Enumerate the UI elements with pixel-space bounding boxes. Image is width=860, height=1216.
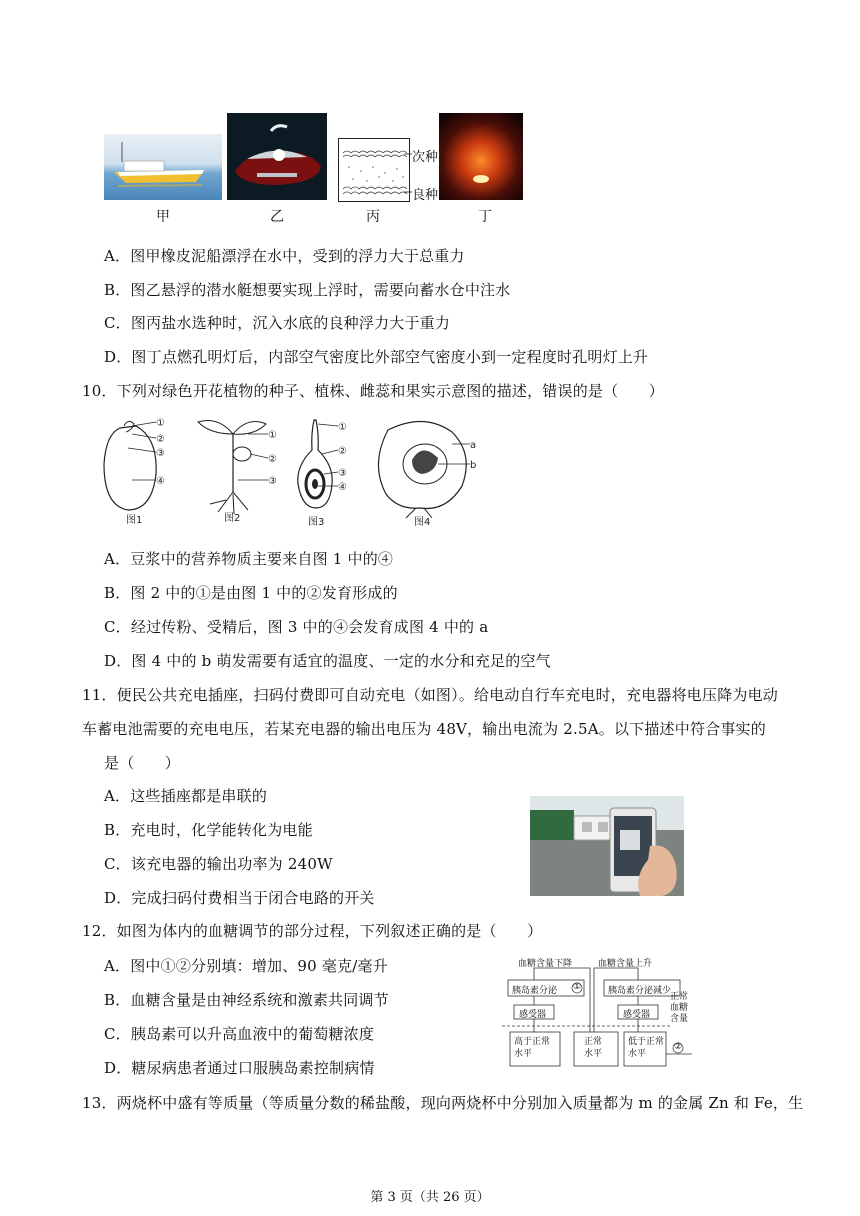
diagram-side-label: 正常血糖含量 [670,992,689,1024]
diagram-receptor-right: 感受器 [623,1010,651,1020]
caption-ding: 丁 [478,209,492,225]
svg-text:②: ② [156,434,165,445]
diagram-top-left: 血糖含量下降 [518,959,573,969]
caption-bing: 丙 [366,209,380,225]
q10-option-c: C．经过传粉、受精后，图 3 中的④会发育成图 4 中的 a [104,618,489,636]
caption-jia: 甲 [156,209,170,225]
q12-option-c: C．胰岛素可以升高血液中的葡萄糖浓度 [104,1025,375,1043]
svg-text:图2: 图2 [224,513,241,524]
diagram-circle-1: ① [573,982,582,992]
q10-option-b: B．图 2 中的①是由图 1 中的②发育形成的 [104,584,398,602]
caption-yi: 乙 [270,209,284,225]
svg-text:b: b [470,460,477,471]
image-salt-water-seeds [338,138,410,202]
svg-text:图3: 图3 [308,517,325,528]
diagram-bottom-left: 高于正常水平 [514,1037,551,1059]
q11-stem-line-1: 11．便民公共充电插座，扫码付费即可自动充电（如图）。给电动自行车充电时，充电器将电压降为电动 [82,686,778,704]
page-footer: 第 3 页（共 26 页） [370,1190,490,1205]
q9-option-d: D．图丁点燃孔明灯后，内部空气密度比外部空气密度小到一定程度时孔明灯上升 [104,348,649,366]
blood-sugar-diagram [502,952,702,1070]
svg-text:②: ② [338,446,347,457]
image-sky-lantern [439,113,523,200]
image-submarine [227,113,327,200]
q12-stem: 12．如图为体内的血糖调节的部分过程，下列叙述正确的是（ ） [82,922,543,940]
q12-option-d: D．糖尿病患者通过口服胰岛素控制病情 [104,1059,375,1077]
q10-option-a: A．豆浆中的营养物质主要来自图 1 中的④ [104,550,394,568]
diagram-top-right: 血糖含量上升 [598,959,653,969]
svg-text:①: ① [268,430,277,441]
svg-text:③: ③ [156,448,165,459]
svg-text:图4: 图4 [414,517,431,528]
svg-text:③: ③ [268,476,277,487]
label-inferior-seed: 次种 [412,150,439,165]
q11-stem-line-2: 车蓄电池需要的充电电压，若某充电器的输出电压为 48V，输出电流为 2.5A。以下描述中符合事实的 [82,720,766,738]
diagram-box-right-top: 胰岛素分泌减少 [608,986,672,996]
q11-stem-line-3: 是（ ） [104,754,181,772]
svg-text:④: ④ [338,482,347,493]
q10-option-d: D．图 4 中的 b 萌发需要有适宜的温度、一定的水分和充足的空气 [104,652,551,670]
q11-option-b: B．充电时，化学能转化为电能 [104,821,313,839]
q10-stem: 10．下列对绿色开花植物的种子、植株、雌蕊和果实示意图的描述，错误的是（ ） [82,382,664,400]
svg-text:④: ④ [156,476,165,487]
q12-option-a: A．图中①②分别填：增加、90 毫克/毫升 [104,957,388,975]
q11-option-a: A．这些插座都是串联的 [104,787,268,805]
svg-text:②: ② [268,454,277,465]
q13-stem: 13．两烧杯中盛有等质量（等质量分数的稀盐酸，现向两烧杯中分别加入质量都为 m 的金属 Zn 和 Fe，生 [82,1094,804,1112]
svg-text:①: ① [156,418,165,429]
svg-text:图1: 图1 [126,515,143,526]
q11-option-d: D．完成扫码付费相当于闭合电路的开关 [104,889,375,907]
diagram-bottom-mid: 正常水平 [584,1037,603,1059]
svg-text:③: ③ [338,468,347,479]
image-charging-socket-phone [530,796,684,896]
image-rubber-boat [104,134,222,200]
diagram-box-left-top: 胰岛素分泌 [512,986,558,996]
q11-option-c: C．该充电器的输出功率为 240W [104,855,333,873]
diagram-circle-2: ② [674,1042,683,1052]
svg-text:①: ① [338,422,347,433]
label-good-seed: 良种 [412,188,439,203]
q9-option-c: C．图丙盐水选种时，沉入水底的良种浮力大于重力 [104,314,451,332]
q12-option-b: B．血糖含量是由神经系统和激素共同调节 [104,991,389,1009]
q10-figure [98,414,488,530]
diagram-receptor-left: 感受器 [519,1010,547,1020]
q9-option-a: A．图甲橡皮泥船漂浮在水中，受到的浮力大于总重力 [104,247,465,265]
diagram-bottom-right: 低于正常水平 [628,1037,665,1059]
q9-option-b: B．图乙悬浮的潜水艇想要实现上浮时，需要向蓄水仓中注水 [104,281,511,299]
svg-text:a: a [470,440,477,451]
